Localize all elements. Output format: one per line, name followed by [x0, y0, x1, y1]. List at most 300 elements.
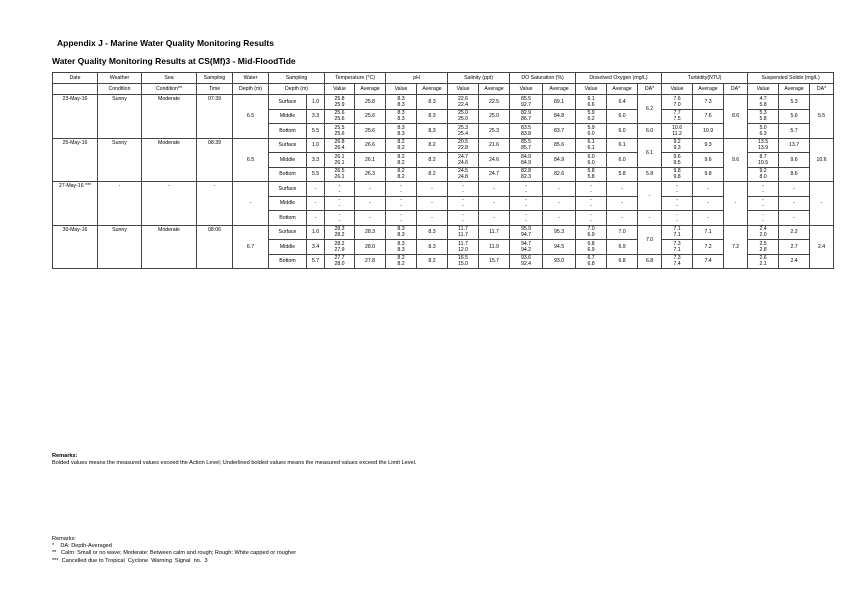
- turbidity-average: -: [693, 196, 724, 211]
- turbidity-value-reading-1: 9.6: [673, 153, 681, 160]
- salinity-value-reading-1: 22.6: [457, 95, 469, 102]
- do-saturation-average: -: [543, 196, 576, 211]
- suspended-solids-da: 2.4: [810, 225, 834, 269]
- header-ss-da: DA*: [810, 84, 834, 95]
- turbidity-value: [662, 167, 693, 182]
- header-dos-value: Value: [510, 84, 543, 95]
- sea-condition-cell: Moderate: [142, 138, 197, 182]
- temperature-value-reading-2: 25.6: [334, 116, 345, 123]
- header-sampling-time: Sampling: [197, 73, 233, 84]
- suspended-solids-value-reading-1: 2.6: [759, 255, 767, 262]
- turbidity-value-reading-2: 9.3: [673, 145, 681, 152]
- do-saturation-average: 95.3: [543, 225, 576, 240]
- table-header: [53, 73, 834, 95]
- suspended-solids-value-reading-2: 13.9: [757, 145, 769, 152]
- ph-value: [386, 124, 417, 139]
- dissolved-oxygen-value-reading-2: 6.9: [587, 232, 595, 239]
- temperature-value-reading-1: 26.8: [334, 139, 345, 146]
- temperature-value: [325, 153, 355, 168]
- do-saturation-value-reading-2: 82.3: [520, 174, 532, 181]
- turbidity-value: [662, 240, 693, 255]
- salinity-value-reading-1: -: [462, 197, 464, 204]
- header-temperature: Temperature (°C): [325, 73, 386, 84]
- header-turbidity: Turbidity(NTU): [662, 73, 748, 84]
- sampling-level-cell: Middle: [269, 109, 307, 124]
- do-saturation-average: 89.1: [543, 95, 576, 110]
- header-suspended-solids: Suspended Solids (mg/L): [748, 73, 834, 84]
- salinity-average: 11.9: [479, 240, 510, 255]
- dissolved-oxygen-value-reading-1: 6.8: [587, 240, 595, 247]
- suspended-solids-average: 2.4: [779, 254, 810, 269]
- turbidity-value: [662, 153, 693, 168]
- date-cell: 23-May-16: [53, 95, 98, 139]
- suspended-solids-value-reading-1: 4.7: [759, 95, 767, 102]
- salinity-average: 22.5: [479, 95, 510, 110]
- salinity-value: [448, 211, 479, 226]
- sampling-level-cell: Bottom: [269, 254, 307, 269]
- header-turb-value: Value: [662, 84, 693, 95]
- footnote-cancelled: *** Cancelled due to Tropical Cyclone Warning Signal no. 3: [52, 557, 208, 564]
- sampling-level-cell: Middle: [269, 153, 307, 168]
- header-sal-average: Average: [479, 84, 510, 95]
- ph-value: [386, 138, 417, 153]
- sampling-time-cell: 08:39: [197, 138, 233, 182]
- ph-value-reading-1: 8.3: [397, 95, 405, 102]
- temperature-average: 25.6: [355, 109, 386, 124]
- suspended-solids-average: 5.6: [779, 109, 810, 124]
- ph-value-reading-2: -: [400, 188, 402, 195]
- suspended-solids-value-reading-2: 5.8: [759, 116, 767, 123]
- ph-value-reading-1: 8.2: [397, 255, 405, 262]
- header-ss-average: Average: [779, 84, 810, 95]
- dissolved-oxygen-average: -: [607, 196, 638, 211]
- do-saturation-value-reading-1: 94.7: [520, 240, 532, 247]
- dissolved-oxygen-average: 5.8: [607, 167, 638, 182]
- suspended-solids-value-reading-1: 5.3: [759, 110, 767, 117]
- dissolved-oxygen-value: [576, 225, 607, 240]
- do-saturation-value-reading-2: 94.7: [520, 232, 532, 239]
- temperature-average: 26.1: [355, 153, 386, 168]
- salinity-value: [448, 254, 479, 269]
- ph-value: [386, 182, 417, 197]
- temperature-value-reading-1: 26.5: [334, 168, 345, 175]
- do-saturation-value-reading-2: 92.7: [520, 101, 532, 108]
- dissolved-oxygen-value: [576, 124, 607, 139]
- table-row: [53, 225, 834, 240]
- temperature-value-reading-1: -: [338, 211, 341, 218]
- do-saturation-value-reading-1: 85.5: [520, 139, 532, 146]
- header-dissolved-oxygen: Dissolved Oxygen (mg/L): [576, 73, 662, 84]
- suspended-solids-value-reading-1: 5.0: [759, 124, 767, 131]
- suspended-solids-value-reading-1: 9.2: [759, 168, 767, 175]
- do-saturation-value-reading-2: 84.9: [520, 159, 532, 166]
- ph-value-reading-2: 8.3: [397, 101, 405, 108]
- temperature-value-reading-2: -: [338, 188, 341, 195]
- dissolved-oxygen-value: [576, 95, 607, 110]
- dissolved-oxygen-value-reading-1: 5.9: [587, 124, 595, 131]
- temperature-value: [325, 124, 355, 139]
- turbidity-average: 9.8: [693, 167, 724, 182]
- header-ph-value: Value: [386, 84, 417, 95]
- dissolved-oxygen-value: [576, 167, 607, 182]
- suspended-solids-value-reading-1: 8.7: [759, 153, 767, 160]
- header-ph-average: Average: [417, 84, 448, 95]
- temperature-value-reading-2: 26.1: [334, 159, 345, 166]
- sampling-level-cell: Bottom: [269, 167, 307, 182]
- temperature-average: 25.6: [355, 124, 386, 139]
- ph-value-reading-1: 8.2: [397, 168, 405, 175]
- do-saturation-value: [510, 240, 543, 255]
- do-saturation-value: [510, 196, 543, 211]
- dissolved-oxygen-value-reading-2: -: [590, 217, 592, 224]
- salinity-value: [448, 124, 479, 139]
- sampling-level-cell: Surface: [269, 95, 307, 110]
- turbidity-value-reading-2: -: [676, 188, 678, 195]
- weather-cell: Sunny: [98, 225, 142, 269]
- dissolved-oxygen-value: [576, 109, 607, 124]
- do-saturation-average: 85.6: [543, 138, 576, 153]
- header-sea-sub: Condition**: [142, 84, 197, 95]
- salinity-value-reading-2: 24.8: [457, 174, 469, 181]
- dissolved-oxygen-value-reading-1: 5.9: [587, 110, 595, 117]
- suspended-solids-value-reading-2: 2.8: [759, 246, 767, 253]
- ph-average: -: [417, 211, 448, 226]
- temperature-value-reading-1: -: [338, 197, 341, 204]
- turbidity-value-reading-1: 7.7: [673, 110, 681, 117]
- dissolved-oxygen-value-reading-1: 6.0: [587, 153, 595, 160]
- ph-value: [386, 95, 417, 110]
- do-saturation-value-reading-2: -: [525, 203, 527, 210]
- suspended-solids-average: 2.7: [779, 240, 810, 255]
- dissolved-oxygen-value-reading-2: 6.8: [587, 261, 595, 268]
- header-turb-average: Average: [693, 84, 724, 95]
- header-water-depth-sub: Depth (m): [233, 84, 269, 95]
- water-depth-cell: 6.5: [233, 138, 269, 182]
- dissolved-oxygen-average: 6.8: [607, 254, 638, 269]
- turbidity-da: 8.6: [724, 95, 748, 139]
- dissolved-oxygen-da: 6.1: [638, 138, 662, 167]
- salinity-value-reading-2: -: [462, 217, 464, 224]
- suspended-solids-value-reading-2: -: [762, 217, 764, 224]
- sampling-level-cell: Middle: [269, 240, 307, 255]
- salinity-average: 24.7: [479, 167, 510, 182]
- do-saturation-average: -: [543, 182, 576, 197]
- do-saturation-value-reading-1: -: [525, 197, 527, 204]
- salinity-value: [448, 225, 479, 240]
- suspended-solids-value-reading-2: -: [762, 188, 764, 195]
- sampling-depth-cell: 3.3: [307, 153, 325, 168]
- suspended-solids-value: [748, 124, 779, 139]
- dissolved-oxygen-value-reading-2: 6.9: [587, 246, 595, 253]
- dissolved-oxygen-da-bottom: 5.8: [638, 167, 662, 182]
- do-saturation-value: [510, 153, 543, 168]
- do-saturation-value-reading-1: 83.5: [520, 124, 532, 131]
- temperature-value-reading-2: 25.9: [334, 101, 345, 108]
- turbidity-value-reading-1: 7.1: [673, 226, 681, 233]
- do-saturation-average: 93.0: [543, 254, 576, 269]
- do-saturation-value-reading-1: 82.9: [520, 110, 532, 117]
- suspended-solids-value-reading-2: -: [762, 203, 764, 210]
- sampling-level-cell: Bottom: [269, 124, 307, 139]
- turbidity-value-reading-2: 7.4: [673, 261, 681, 268]
- remarks-footnotes: [52, 536, 296, 565]
- temperature-value: [325, 109, 355, 124]
- do-saturation-value: [510, 211, 543, 226]
- dissolved-oxygen-da: 7.0: [638, 225, 662, 254]
- suspended-solids-value: [748, 138, 779, 153]
- temperature-value-reading-2: 26.4: [334, 145, 345, 152]
- ph-value-reading-2: 8.3: [397, 232, 405, 239]
- sea-condition-cell: Moderate: [142, 95, 197, 139]
- do-saturation-value: [510, 254, 543, 269]
- salinity-average: 11.7: [479, 225, 510, 240]
- dissolved-oxygen-value-reading-1: 5.8: [587, 168, 595, 175]
- header-dos-average: Average: [543, 84, 576, 95]
- do-saturation-value: [510, 95, 543, 110]
- date-cell: 27-May-16 ***: [53, 182, 98, 226]
- sampling-time-cell: 08:06: [197, 225, 233, 269]
- dissolved-oxygen-average: 6.0: [607, 109, 638, 124]
- dissolved-oxygen-value-reading-1: 6.7: [587, 255, 595, 262]
- suspended-solids-value-reading-1: -: [762, 211, 764, 218]
- temperature-average: 25.8: [355, 95, 386, 110]
- suspended-solids-average: -: [779, 196, 810, 211]
- do-saturation-average: -: [543, 211, 576, 226]
- dissolved-oxygen-value-reading-2: 6.0: [587, 130, 595, 137]
- suspended-solids-value-reading-2: 2.1: [759, 261, 767, 268]
- water-depth-cell: -: [233, 182, 269, 226]
- temperature-value: [325, 225, 355, 240]
- turbidity-value-reading-1: 9.8: [673, 168, 681, 175]
- dissolved-oxygen-value: [576, 138, 607, 153]
- ph-average: -: [417, 196, 448, 211]
- dissolved-oxygen-average: 7.0: [607, 225, 638, 240]
- date-cell: 25-May-16: [53, 138, 98, 182]
- date-group: [53, 182, 834, 226]
- temperature-average: 27.8: [355, 254, 386, 269]
- do-saturation-value: [510, 138, 543, 153]
- header-weather-sub: Condition: [98, 84, 142, 95]
- salinity-value-reading-2: 22.8: [457, 145, 469, 152]
- ph-value-reading-1: 8.3: [397, 240, 405, 247]
- salinity-value: [448, 138, 479, 153]
- temperature-average: 26.6: [355, 138, 386, 153]
- suspended-solids-average: 9.6: [779, 153, 810, 168]
- water-depth-cell: 6.7: [233, 225, 269, 269]
- suspended-solids-value-reading-1: 2.4: [759, 226, 767, 233]
- salinity-value: [448, 153, 479, 168]
- turbidity-value-reading-1: 9.2: [673, 139, 681, 146]
- do-saturation-average: 82.6: [543, 167, 576, 182]
- dissolved-oxygen-average: 6.0: [607, 153, 638, 168]
- turbidity-average: 7.4: [693, 254, 724, 269]
- salinity-value-reading-2: 25.0: [457, 116, 469, 123]
- suspended-solids-value-reading-2: 8.0: [759, 174, 767, 181]
- sampling-depth-cell: 5.5: [307, 167, 325, 182]
- do-saturation-value-reading-1: 82.8: [520, 168, 532, 175]
- remarks-heading: Remarks:: [52, 453, 78, 459]
- salinity-average: 25.3: [479, 124, 510, 139]
- sampling-depth-cell: 5.7: [307, 254, 325, 269]
- turbidity-average: -: [693, 182, 724, 197]
- footnotes-heading: Remarks:: [52, 536, 76, 542]
- do-saturation-value-reading-1: 93.6: [520, 255, 532, 262]
- ph-average: -: [417, 182, 448, 197]
- ph-value-reading-1: 8.3: [397, 110, 405, 117]
- turbidity-value: [662, 182, 693, 197]
- sampling-depth-cell: 5.5: [307, 124, 325, 139]
- suspended-solids-value: [748, 109, 779, 124]
- salinity-value-reading-2: -: [462, 203, 464, 210]
- salinity-average: 21.6: [479, 138, 510, 153]
- ph-value: [386, 211, 417, 226]
- dissolved-oxygen-value-reading-1: 6.1: [587, 139, 595, 146]
- suspended-solids-da: -: [810, 182, 834, 226]
- temperature-average: -: [355, 182, 386, 197]
- suspended-solids-value: [748, 211, 779, 226]
- dissolved-oxygen-value-reading-2: 5.8: [587, 174, 595, 181]
- sampling-level-cell: Surface: [269, 225, 307, 240]
- suspended-solids-da: 5.5: [810, 95, 834, 139]
- do-saturation-value-reading-1: 95.9: [520, 226, 532, 233]
- ph-value: [386, 196, 417, 211]
- do-saturation-value: [510, 167, 543, 182]
- temperature-average: 26.3: [355, 167, 386, 182]
- dissolved-oxygen-da-bottom: 6.8: [638, 254, 662, 269]
- ph-value-reading-1: -: [400, 197, 402, 204]
- turbidity-value-reading-1: -: [676, 211, 678, 218]
- ph-value-reading-2: -: [400, 217, 402, 224]
- temperature-average: 28.0: [355, 240, 386, 255]
- salinity-value-reading-2: 15.0: [457, 261, 469, 268]
- header-date: Date: [53, 73, 98, 84]
- ph-value-reading-2: 8.2: [397, 174, 405, 181]
- page-title: Appendix J - Marine Water Quality Monitoring Results: [57, 38, 274, 48]
- ph-value-reading-1: -: [400, 182, 402, 189]
- footnote-da: * DA: Depth-Averaged: [52, 543, 112, 550]
- dissolved-oxygen-da-bottom: -: [638, 211, 662, 226]
- sampling-level-cell: Surface: [269, 182, 307, 197]
- dissolved-oxygen-value-reading-2: 6.0: [587, 159, 595, 166]
- salinity-value-reading-2: 22.4: [457, 101, 469, 108]
- temperature-value: [325, 167, 355, 182]
- header-water-depth: Water: [233, 73, 269, 84]
- ph-value: [386, 240, 417, 255]
- temperature-value: [325, 211, 355, 226]
- do-saturation-value-reading-1: 85.5: [520, 95, 532, 102]
- ph-value: [386, 109, 417, 124]
- suspended-solids-average: 2.2: [779, 225, 810, 240]
- ph-value-reading-2: 8.3: [397, 130, 405, 137]
- temperature-average: 28.3: [355, 225, 386, 240]
- salinity-value-reading-1: 24.7: [457, 153, 469, 160]
- suspended-solids-average: -: [779, 182, 810, 197]
- turbidity-value-reading-1: -: [676, 182, 678, 189]
- suspended-solids-value: [748, 240, 779, 255]
- sampling-depth-cell: -: [307, 196, 325, 211]
- suspended-solids-average: 5.3: [779, 95, 810, 110]
- dissolved-oxygen-da: 6.2: [638, 95, 662, 124]
- salinity-value: [448, 182, 479, 197]
- salinity-value: [448, 109, 479, 124]
- sampling-depth-cell: 3.4: [307, 240, 325, 255]
- do-saturation-value-reading-2: -: [525, 217, 527, 224]
- dissolved-oxygen-value: [576, 240, 607, 255]
- dissolved-oxygen-value-reading-1: 6.1: [587, 95, 595, 102]
- dissolved-oxygen-da: -: [638, 182, 662, 211]
- ph-value: [386, 153, 417, 168]
- salinity-average: 24.6: [479, 153, 510, 168]
- salinity-average: -: [479, 211, 510, 226]
- sampling-level-cell: Surface: [269, 138, 307, 153]
- salinity-value-reading-1: 16.5: [457, 255, 469, 262]
- suspended-solids-value-reading-2: 6.3: [759, 130, 767, 137]
- header-sampling-depth: Sampling: [269, 73, 325, 84]
- ph-average: 8.3: [417, 225, 448, 240]
- temperature-value: [325, 182, 355, 197]
- dissolved-oxygen-value-reading-1: -: [590, 197, 592, 204]
- temperature-value: [325, 138, 355, 153]
- ph-value-reading-1: 8.3: [397, 226, 405, 233]
- dissolved-oxygen-value: [576, 254, 607, 269]
- salinity-average: 15.7: [479, 254, 510, 269]
- turbidity-value-reading-2: -: [676, 203, 678, 210]
- sampling-depth-cell: 1.0: [307, 138, 325, 153]
- dissolved-oxygen-value-reading-2: -: [590, 188, 592, 195]
- turbidity-da: 9.6: [724, 138, 748, 182]
- header-salinity: Salinity (ppt): [448, 73, 510, 84]
- ph-average: 8.3: [417, 240, 448, 255]
- salinity-value-reading-1: -: [462, 182, 464, 189]
- temperature-value-reading-2: 28.2: [334, 232, 345, 239]
- ph-value-reading-2: 8.3: [397, 246, 405, 253]
- ph-value-reading-2: -: [400, 203, 402, 210]
- suspended-solids-value: [748, 196, 779, 211]
- do-saturation-value-reading-2: 86.7: [520, 116, 532, 123]
- temperature-value: [325, 240, 355, 255]
- temperature-value-reading-2: -: [338, 203, 341, 210]
- suspended-solids-value: [748, 254, 779, 269]
- do-saturation-average: 84.8: [543, 109, 576, 124]
- suspended-solids-average: 5.7: [779, 124, 810, 139]
- salinity-average: -: [479, 196, 510, 211]
- table-title: Water Quality Monitoring Results at CS(Mf)3 - Mid-FloodTide: [52, 56, 296, 66]
- sampling-depth-cell: 1.0: [307, 95, 325, 110]
- temperature-average: -: [355, 196, 386, 211]
- salinity-value-reading-1: 11.7: [458, 226, 468, 233]
- turbidity-average: 9.3: [693, 138, 724, 153]
- ph-average: 8.2: [417, 254, 448, 269]
- table-row: [53, 182, 834, 197]
- turbidity-value: [662, 254, 693, 269]
- suspended-solids-value-reading-2: 2.0: [759, 232, 767, 239]
- salinity-value-reading-2: 12.0: [457, 246, 469, 253]
- remarks-text: Bolded values means the measured values exceed the Action Level; Underlined bolded values means the measured values exceed the Limit Level.: [52, 460, 417, 466]
- temperature-value-reading-2: 25.6: [334, 130, 345, 137]
- turbidity-average: 7.6: [693, 109, 724, 124]
- do-saturation-value-reading-2: 83.8: [520, 130, 532, 137]
- turbidity-value: [662, 109, 693, 124]
- dissolved-oxygen-average: 6.1: [607, 138, 638, 153]
- turbidity-da: 7.2: [724, 225, 748, 269]
- turbidity-average: 9.6: [693, 153, 724, 168]
- dissolved-oxygen-value-reading-2: -: [590, 203, 592, 210]
- turbidity-average: 7.2: [693, 240, 724, 255]
- suspended-solids-value: [748, 95, 779, 110]
- do-saturation-value-reading-2: 94.2: [520, 246, 532, 253]
- ph-value: [386, 225, 417, 240]
- do-saturation-value-reading-2: -: [525, 188, 527, 195]
